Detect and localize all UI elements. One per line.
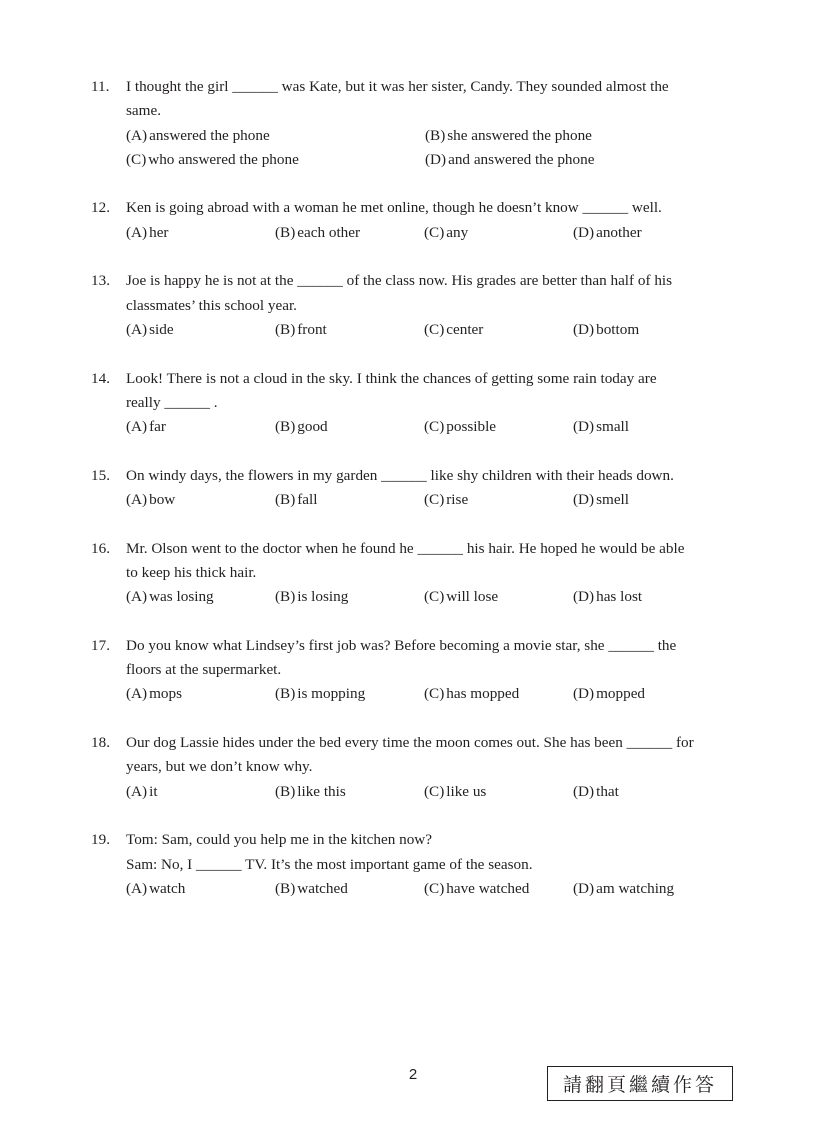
- option-text: possible: [446, 418, 497, 436]
- question-stem-line: I thought the girl ______ was Kate, but it was her sister, Candy. They sounded almost the: [126, 78, 669, 95]
- option-letter: (B): [275, 491, 296, 509]
- answer-option: [573, 318, 722, 342]
- answer-option: [275, 585, 424, 609]
- option-letter: (C): [424, 223, 445, 241]
- option-letter: (C): [424, 320, 445, 338]
- option-letter: (A): [126, 223, 148, 241]
- option-letter: (D): [573, 491, 595, 509]
- answer-option: [573, 682, 722, 706]
- answer-option: [573, 585, 722, 609]
- option-letter: (D): [573, 685, 595, 703]
- answer-options: [126, 682, 751, 706]
- answer-option: [126, 318, 275, 342]
- question-item: [91, 196, 751, 245]
- option-text: rise: [446, 491, 469, 509]
- option-text: was losing: [149, 588, 214, 606]
- option-letter: (A): [126, 782, 148, 800]
- option-text: will lose: [446, 588, 499, 606]
- turn-page-notice: 請翻頁繼續作答: [547, 1066, 733, 1101]
- option-letter: (C): [424, 418, 445, 436]
- option-letter: (D): [573, 223, 595, 241]
- option-text: am watching: [596, 879, 675, 897]
- question-stem: [126, 731, 751, 780]
- question-number: 13.: [91, 272, 110, 290]
- answer-option: [275, 488, 424, 512]
- answer-option: [425, 148, 724, 172]
- option-letter: (A): [126, 491, 148, 509]
- option-letter: (B): [275, 782, 296, 800]
- option-text: like us: [446, 782, 487, 800]
- question-stem-line: to keep his thick hair.: [126, 563, 257, 581]
- question-number: 11.: [91, 78, 110, 95]
- option-letter: (B): [275, 320, 296, 338]
- answer-option: [126, 780, 275, 804]
- option-text: her: [149, 223, 169, 241]
- option-text: has lost: [596, 588, 643, 606]
- option-text: has mopped: [446, 685, 520, 703]
- option-text: who answered the phone: [148, 150, 299, 168]
- option-letter: (B): [275, 588, 296, 606]
- answer-option: [275, 877, 424, 901]
- question-stem-line: On windy days, the flowers in my garden ______ like shy children with their heads down.: [126, 466, 674, 484]
- answer-option: [424, 780, 573, 804]
- option-text: have watched: [446, 879, 530, 897]
- question-number: 12.: [91, 199, 110, 217]
- question-stem: [126, 367, 751, 416]
- answer-option: [573, 488, 722, 512]
- option-text: front: [297, 320, 327, 338]
- question-stem-line: Do you know what Lindsey’s first job was? Before becoming a movie star, she ______ the: [126, 636, 677, 654]
- option-text: fall: [297, 491, 318, 509]
- answer-option: [424, 682, 573, 706]
- option-letter: (C): [424, 879, 445, 897]
- option-text: that: [596, 782, 619, 800]
- answer-option: [275, 780, 424, 804]
- question-stem-line: classmates’ this school year.: [126, 296, 297, 314]
- option-letter: (A): [126, 418, 148, 436]
- answer-option: [573, 221, 722, 245]
- question-number: 18.: [91, 734, 110, 752]
- page-number: 2: [408, 1066, 418, 1083]
- answer-option: [126, 877, 275, 901]
- option-letter: (C): [424, 782, 445, 800]
- question-stem: [126, 464, 751, 488]
- question-item: [91, 269, 751, 342]
- option-text: it: [149, 782, 158, 800]
- option-text: she answered the phone: [447, 126, 592, 144]
- option-text: bottom: [596, 320, 640, 338]
- option-letter: (B): [425, 126, 446, 144]
- answer-option: [126, 124, 425, 148]
- answer-option: [275, 415, 424, 439]
- question-stem: [126, 828, 751, 877]
- answer-option: [425, 124, 724, 148]
- option-text: any: [446, 223, 469, 241]
- question-number: 19.: [91, 831, 110, 849]
- answer-option: [126, 488, 275, 512]
- option-letter: (A): [126, 879, 148, 897]
- answer-options: [126, 585, 751, 609]
- question-stem-line: Joe is happy he is not at the ______ of the class now. His grades are better than half of his: [126, 272, 673, 290]
- question-stem: [126, 634, 751, 683]
- answer-option: [424, 877, 573, 901]
- answer-option: [126, 148, 425, 172]
- option-text: far: [149, 418, 166, 436]
- option-text: smell: [596, 491, 629, 509]
- answer-option: [573, 780, 722, 804]
- option-text: is mopping: [297, 685, 366, 703]
- answer-options: [126, 124, 751, 173]
- question-stem-line: floors at the supermarket.: [126, 661, 282, 679]
- question-stem: [126, 196, 751, 220]
- answer-option: [424, 318, 573, 342]
- option-text: small: [596, 418, 629, 436]
- question-stem-line: Our dog Lassie hides under the bed every time the moon comes out. She has been ______ for: [126, 734, 694, 752]
- option-text: good: [297, 418, 328, 436]
- answer-option: [424, 585, 573, 609]
- option-text: is losing: [297, 588, 349, 606]
- answer-option: [126, 585, 275, 609]
- option-text: watched: [297, 879, 348, 897]
- question-stem-line: Sam: No, I ______ TV. It’s the most important game of the season.: [126, 855, 533, 873]
- question-stem: [126, 75, 751, 124]
- option-letter: (D): [573, 782, 595, 800]
- option-letter: (C): [424, 685, 445, 703]
- question-number: 17.: [91, 636, 110, 654]
- option-letter: (C): [126, 150, 147, 168]
- option-letter: (D): [573, 588, 595, 606]
- question-stem-line: Tom: Sam, could you help me in the kitchen now?: [126, 831, 433, 849]
- answer-option: [275, 682, 424, 706]
- answer-option: [424, 488, 573, 512]
- answer-option: [126, 415, 275, 439]
- question-stem-line: same.: [126, 102, 162, 120]
- answer-options: [126, 877, 751, 901]
- question-item: [91, 828, 751, 901]
- question-item: [91, 537, 751, 610]
- option-text: and answered the phone: [448, 150, 595, 168]
- question-stem: [126, 537, 751, 586]
- answer-options: [126, 221, 751, 245]
- option-text: like this: [297, 782, 346, 800]
- question-list: [91, 75, 751, 925]
- question-stem: [126, 269, 751, 318]
- option-letter: (B): [275, 685, 296, 703]
- option-text: answered the phone: [149, 126, 270, 144]
- option-text: side: [149, 320, 174, 338]
- option-letter: (D): [573, 320, 595, 338]
- option-text: bow: [149, 491, 176, 509]
- question-item: [91, 75, 751, 172]
- option-letter: (D): [425, 150, 447, 168]
- option-text: another: [596, 223, 642, 241]
- answer-option: [573, 415, 722, 439]
- answer-option: [275, 221, 424, 245]
- question-stem-line: really ______ .: [126, 393, 218, 411]
- option-letter: (C): [424, 491, 445, 509]
- question-item: [91, 464, 751, 513]
- question-stem-line: years, but we don’t know why.: [126, 758, 313, 776]
- option-letter: (C): [424, 588, 445, 606]
- option-letter: (A): [126, 320, 148, 338]
- option-text: mopped: [596, 685, 646, 703]
- option-letter: (D): [573, 879, 595, 897]
- question-number: 14.: [91, 369, 110, 387]
- option-text: watch: [149, 879, 186, 897]
- question-item: [91, 634, 751, 707]
- answer-option: [126, 221, 275, 245]
- option-letter: (B): [275, 223, 296, 241]
- option-letter: (B): [275, 418, 296, 436]
- answer-option: [424, 221, 573, 245]
- question-number: 16.: [91, 539, 110, 557]
- answer-option: [275, 318, 424, 342]
- question-item: [91, 731, 751, 804]
- option-text: center: [446, 320, 484, 338]
- option-letter: (A): [126, 126, 148, 144]
- question-stem-line: Look! There is not a cloud in the sky. I think the chances of getting some rain today are: [126, 369, 657, 387]
- option-letter: (B): [275, 879, 296, 897]
- question-stem-line: Mr. Olson went to the doctor when he found he ______ his hair. He hoped he would be able: [126, 539, 685, 557]
- option-letter: (D): [573, 418, 595, 436]
- option-letter: (A): [126, 588, 148, 606]
- answer-options: [126, 488, 751, 512]
- question-stem-line: Ken is going abroad with a woman he met online, though he doesn’t know ______ well.: [126, 199, 662, 217]
- answer-option: [424, 415, 573, 439]
- option-text: mops: [149, 685, 183, 703]
- answer-options: [126, 415, 751, 439]
- answer-options: [126, 318, 751, 342]
- answer-option: [126, 682, 275, 706]
- answer-options: [126, 780, 751, 804]
- question-number: 15.: [91, 466, 110, 484]
- question-item: [91, 367, 751, 440]
- option-text: each other: [297, 223, 361, 241]
- answer-option: [573, 877, 722, 901]
- option-letter: (A): [126, 685, 148, 703]
